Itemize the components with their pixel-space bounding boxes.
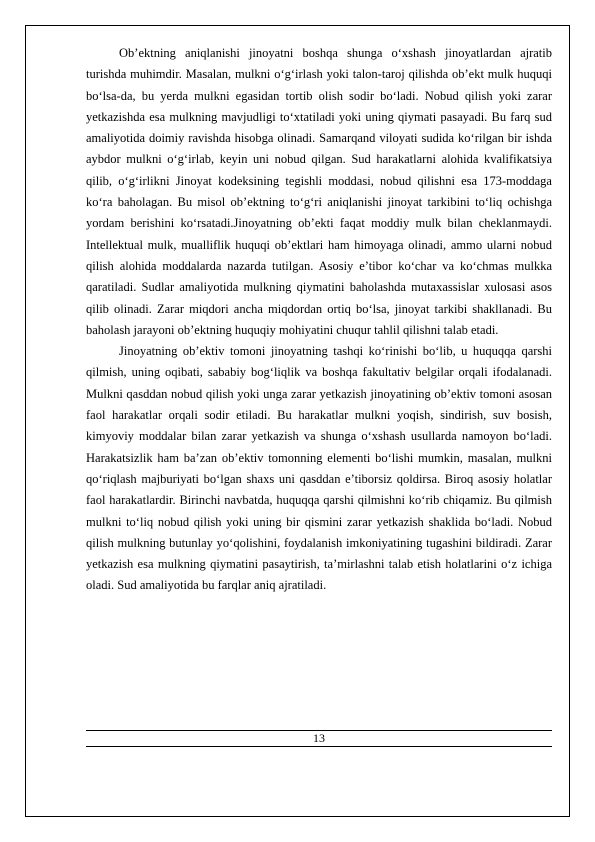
- paragraph-object-definition: Ob’ektning aniqlanishi jinoyatni boshqa shunga o‘xshash jinoyatlardan ajratib turishda muhimdir. Masalan, mulkni o‘g‘irlash yoki talon-taroj qilishda ob’ekt mulk huquqi bo‘lsa-da, bu yerda mulkni egasidan tortib olish sodir bo‘ladi. Nobud qilish yoki zarar yetkazishda esa mulkning mavjudligi to‘xtatiladi yoki uning qiymati pasayadi. Bu farq sud amaliyotida doimiy ravishda hisobga olinadi. Samarqand viloyati sudida ko‘rilgan bir ishda aybdor mulkni o‘g‘irlab, keyin uni nobud qilgan. Sud harakatlarni alohida kvalifikatsiya qilib, o‘g‘irlikni Jinoyat kodeksining tegishli moddasi, nobud qilishni esa 173-moddaga ko‘ra baholagan. Bu misol ob’ektning to‘g‘ri aniqlanishi jinoyat tarkibini to‘liq ochishga yordam berishini ko‘rsatadi.Jinoyatning ob’ekti faqat moddiy mulk bilan cheklanmaydi. Intellektual mulk, mualliflik huquqi ob’ektlari ham himoyaga olinadi, ammo ularni nobud qilish alohida moddalarda nazarda tutilgan. Asosiy e’tibor ko‘char va ko‘chmas mulkka qaratiladi. Sudlar amaliyotida mulkning qiymatini baholashda mutaxassislar xulosasi asos qilib olinadi. Zarar miqdori ancha miqdordan ortiq bo‘lsa, jinoyat tarkibi shakllanadi. Bu baholash jarayoni ob’ektning huquqiy mohiyatini chuqur tahlil qilishni talab etadi.: [86, 46, 552, 337]
- document-body: [86, 43, 552, 597]
- page-number: 13: [313, 731, 325, 745]
- paragraph-objective-side: Jinoyatning ob’ektiv tomoni jinoyatning tashqi ko‘rinishi bo‘lib, u huquqqa qarshi qilmish, uning oqibati, sababiy bog‘liqlik va boshqa fakultativ belgilar orqali ifodalanadi. Mulkni qasddan nobud qilish yoki unga zarar yetkazish jinoyatining ob’ektiv tomoni asosan faol harakatlar orqali sodir etiladi. Bu harakatlar mulkni yoqish, sindirish, suv bosish, kimyoviy moddalar bilan zarar yetkazish va shunga o‘xshash usullarda namoyon bo‘ladi. Harakatsizlik ham ba’zan ob’ektiv tomonning elementi bo‘lishi mumkin, masalan, mulkni qo‘riqlash majburiyati bo‘lgan shaxs uni qasddan e’tiborsiz qoldirsa. Biroq asosiy holatlar faol harakatlardir. Birinchi navbatda, huquqqa qarshi qilmishni ko‘rib chiqamiz. Bu qilmish mulkni to‘liq nobud qilish yoki uning bir qismini zarar yetkazish shaklida bo‘ladi. Nobud qilish mulkning butunlay yo‘qolishini, foydalanish imkoniyatining tugashini bildiradi. Zarar yetkazish esa mulkning qiymatini pasaytirish, ta’mirlashni talab etish holatlarini o‘z ichiga oladi. Sud amaliyotida bu farqlar aniq ajratiladi.: [86, 344, 552, 593]
- footer-rule-bottom: [86, 746, 552, 747]
